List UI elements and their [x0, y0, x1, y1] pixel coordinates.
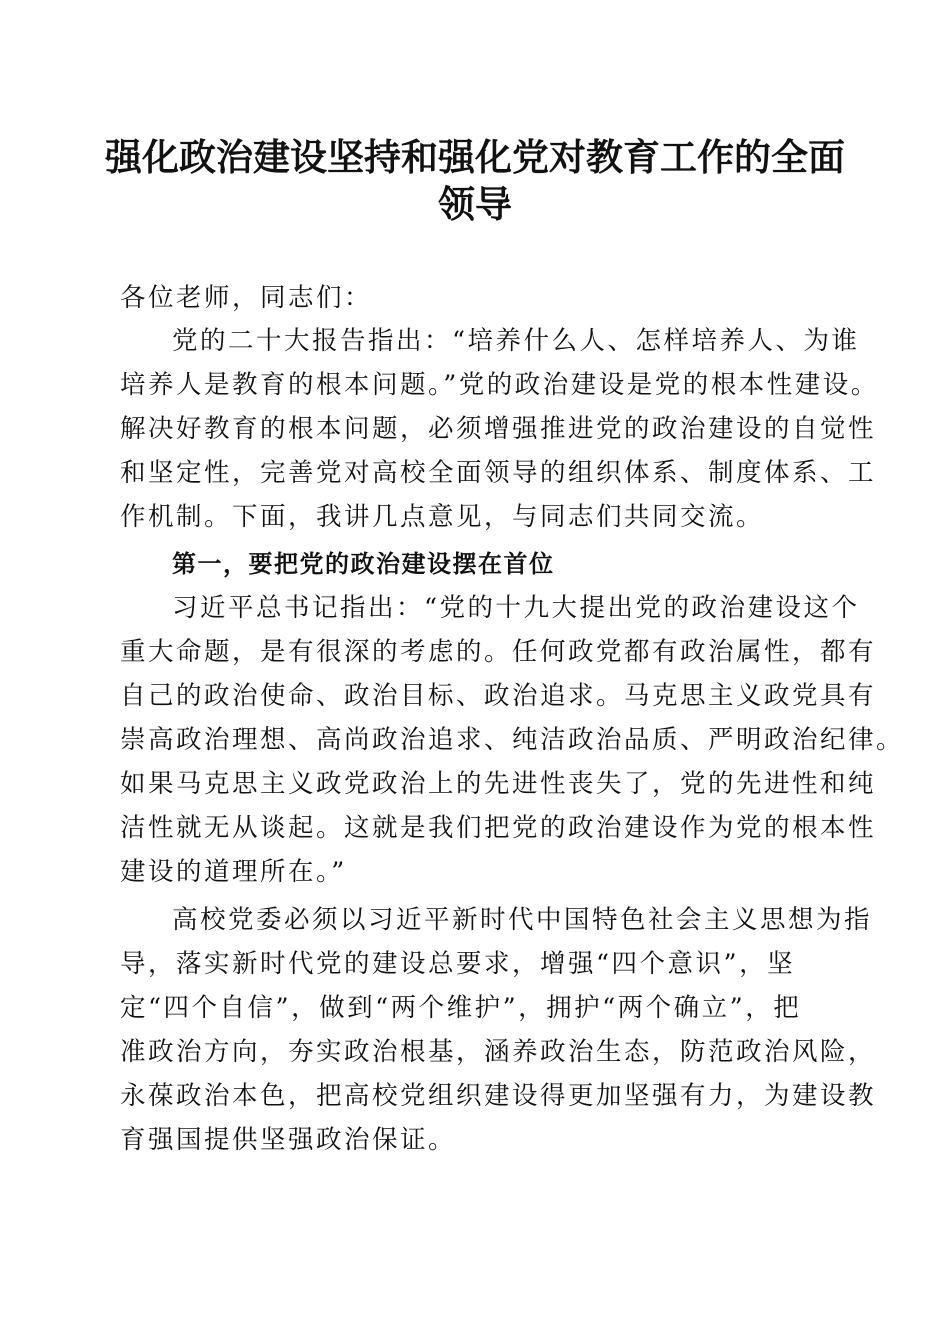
- paragraph-1-line: 培养人是教育的根本问题。”党的政治建设是党的根本性建设。: [120, 370, 879, 400]
- document-title-line-2: 领导: [438, 182, 512, 226]
- salutation: 各位老师，同志们：: [120, 283, 373, 313]
- paragraph-1-line: 党的二十大报告指出：“培养什么人、怎样培养人、为谁: [172, 326, 860, 356]
- document-title-line-1: 强化政治建设坚持和强化党对教育工作的全面: [105, 135, 845, 179]
- paragraph-3-line: 导，落实新时代党的建设总要求，增强“四个意识”，坚: [120, 949, 796, 979]
- paragraph-2-line: 崇高政治理想、高尚政治追求、纯洁政治品质、严明政治纪律。: [120, 725, 905, 755]
- paragraph-1-line: 和坚定性，完善党对高校全面领导的组织体系、制度体系、工: [120, 458, 877, 488]
- paragraph-2-line: 习近平总书记指出：“党的十九大提出党的政治建设这个: [172, 593, 860, 623]
- paragraph-3-line: 定“四个自信”，做到“两个维护”，拥护“两个确立”，把: [120, 993, 802, 1023]
- paragraph-2-line: 如果马克思主义政党政治上的先进性丧失了，党的先进性和纯: [120, 769, 877, 799]
- paragraph-2-line: 自己的政治使命、政治目标、政治追求。马克思主义政党具有: [120, 681, 877, 711]
- paragraph-2-line: 建设的道理所在。”: [120, 857, 347, 887]
- paragraph-2-line: 洁性就无从谈起。这就是我们把党的政治建设作为党的根本性: [120, 813, 877, 843]
- paragraph-1-line: 作机制。下面，我讲几点意见，与同志们共同交流。: [120, 502, 765, 532]
- paragraph-1-line: 解决好教育的根本问题，必须增强推进党的政治建设的自觉性: [120, 414, 877, 444]
- paragraph-3-line: 永葆政治本色，把高校党组织建设得更加坚强有力，为建设教: [120, 1081, 877, 1111]
- section-heading-1: 第一，要把党的政治建设摆在首位: [172, 549, 555, 578]
- paragraph-3-line: 育强国提供坚强政治保证。: [120, 1125, 457, 1155]
- paragraph-2-line: 重大命题，是有很深的考虑的。任何政党都有政治属性，都有: [120, 637, 877, 667]
- paragraph-3-line: 高校党委必须以习近平新时代中国特色社会主义思想为指: [172, 905, 873, 935]
- paragraph-3-line: 准政治方向，夯实政治根基，涵养政治生态，防范政治风险，: [120, 1037, 877, 1067]
